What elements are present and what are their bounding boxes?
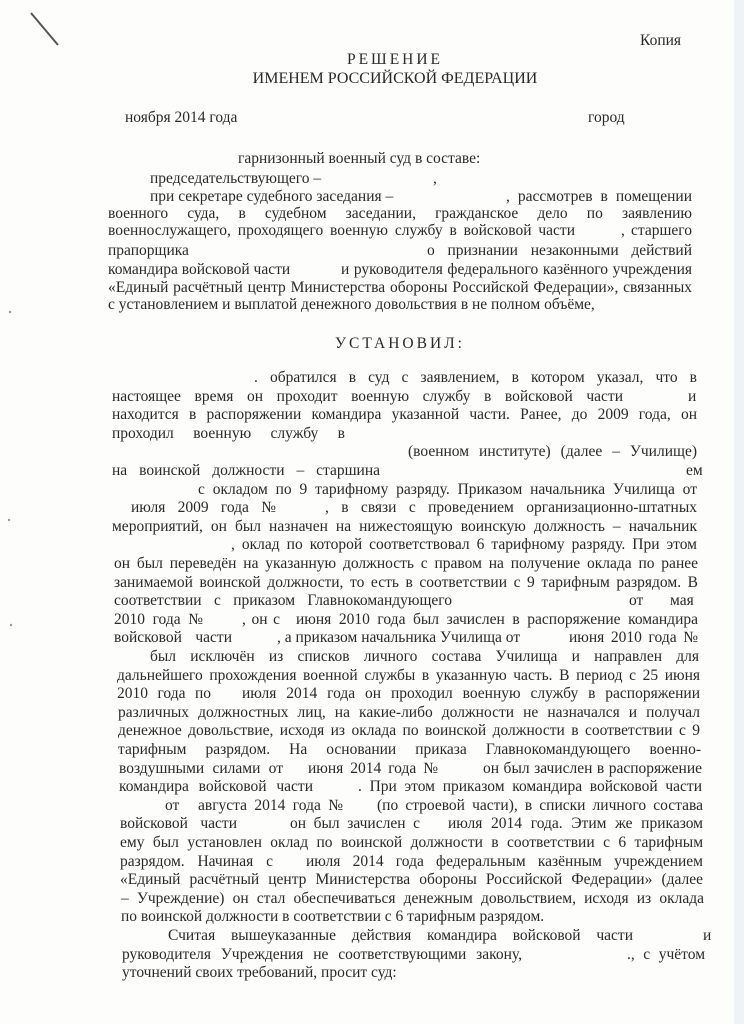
body-line-25-segment: июля 2014 года. Этим же приказом <box>448 815 703 833</box>
body-line-31-segment: Считая вышеуказанные действия командира войсковой части <box>168 927 633 944</box>
intro-line-4-segment: военного суда, в судебном заседании, гражданское дело по заявлению <box>108 205 692 222</box>
body-line-22-segment: он был зачислен в распоряжение <box>483 759 702 777</box>
body-line-32-segment: руководителя Учреждения не соответствующими закону, <box>122 945 522 963</box>
body-line-18-segment: 2010 года по <box>117 685 211 703</box>
body-line-6-segment: на воинской должности – старшина <box>112 462 380 479</box>
intro-line-8-segment: «Единый расчётный центр Министерства обороны Российской Федерации», связанных <box>108 279 692 296</box>
body-line-19-segment: различных должностных лиц, на какие-либо должности не назначался и получал <box>118 703 700 721</box>
body-line-13-segment: от <box>629 592 644 610</box>
section-heading: УСТАНОВИЛ: <box>335 335 465 352</box>
intro-line-3-segment: , рассмотрев в помещении <box>506 188 692 205</box>
intro-line-1-segment: гарнизонный военный суд в составе: <box>238 150 481 167</box>
body-line-11-segment: он был переведён на указанную должность с правом на получение оклада по ранее <box>114 555 698 572</box>
intro-line-5-segment: , старшего <box>621 222 692 239</box>
body-line-15-segment: , а приказом начальника Училища от <box>277 629 521 647</box>
intro-line-6-segment: о признании незаконными действий <box>427 242 692 259</box>
body-line-25-segment: войсковой части <box>120 815 237 833</box>
body-line-5-segment: (военном институте) (далее – Училище) <box>408 443 697 461</box>
document-title: РЕШЕНИЕ <box>346 51 444 68</box>
body-line-18-segment: июля 2014 года он проходил военную службу в распоряжении <box>242 685 700 703</box>
document-subtitle: ИМЕНЕМ РОССИЙСКОЙ ФЕДЕРАЦИИ <box>252 70 538 87</box>
body-line-28-segment: «Единый расчётный центр Министерства обороны Российской Федерации» (далее <box>120 871 703 889</box>
document-city: город <box>588 109 625 126</box>
intro-line-7-segment: и руководителя федерального казённого учреждения <box>341 261 692 278</box>
body-line-3-segment: находится в распоряжении командира указанной части. Ранее, до 2009 года, он <box>112 406 697 424</box>
body-line-27-segment: разрядом. Начиная с <box>120 852 273 870</box>
body-line-7-segment: с окладом по 9 тарифному разряду. Приказом начальника Училища от <box>198 480 697 498</box>
scan-dot <box>10 624 12 626</box>
body-line-2-segment: и <box>688 387 697 405</box>
body-line-23-segment: . При этом приказом командира войсковой части <box>358 778 702 796</box>
intro-line-9-segment: с установлением и выплатой денежного довольствия в не полном объёме, <box>108 296 595 313</box>
body-line-9-segment: мероприятий, он был назначен на нижестоящую воинскую должность – начальник <box>112 517 697 535</box>
body-line-2-segment: настоящее время он проходит военную службу в войсковой части <box>112 387 623 405</box>
body-line-21-segment: тарифным разрядом. На основании приказа Главнокомандующего военно- <box>118 741 701 758</box>
body-line-15-segment: войсковой части <box>114 629 232 647</box>
body-line-23-segment: командира войсковой части <box>119 778 313 796</box>
document-date: ноября 2014 года <box>125 109 238 126</box>
body-line-27-segment: июля 2014 года федеральным казённым учреждением <box>306 852 703 870</box>
copy-label: Копия <box>640 32 682 49</box>
body-line-16-segment: был исключён из списков личного состава Училища и направлен для <box>150 648 699 665</box>
intro-line-2-segment: , <box>433 170 437 187</box>
scan-dot <box>9 311 11 313</box>
body-line-6-segment: ем <box>686 462 703 479</box>
body-line-1-segment: . обратился в суд с заявлением, в котором указал, что в <box>254 369 697 386</box>
intro-line-6-segment: прапорщика <box>108 242 189 259</box>
body-line-31-segment: и <box>703 927 712 944</box>
pen-stroke-mark <box>31 13 58 45</box>
body-line-29-segment: – Учреждение) он стал обеспечиваться денежным довольствием, исходя из оклада <box>121 889 704 907</box>
intro-line-2-segment: председательствующего – <box>150 170 322 187</box>
body-line-8-segment: , в связи с проведением организационно-штатных <box>325 499 697 517</box>
body-line-14-segment: 2010 года № <box>114 610 203 628</box>
body-line-22-segment: воздушными силами от <box>119 759 283 777</box>
body-line-4-segment: проходил военную службу в <box>112 424 345 442</box>
body-line-30-segment: по воинской должности в соответствии с 6 тарифным разрядом. <box>121 908 545 926</box>
body-line-17-segment: дальнейшего прохождения военной службы в указанную часть. В период с 25 июня <box>117 666 700 684</box>
body-line-20-segment: денежное довольствие, исходя из оклада по воинской должности в соответствии с 9 <box>118 722 700 740</box>
body-line-25-segment: он был зачислен с <box>290 815 420 833</box>
intro-line-5-segment: военнослужащего, проходящего военную службу в войсковой части <box>108 222 575 239</box>
body-line-13-segment: мая <box>670 592 694 610</box>
body-line-24-segment: августа 2014 года № <box>198 796 343 814</box>
body-line-8-segment: июля 2009 года № <box>131 499 276 517</box>
body-line-15-segment: июня 2010 года № <box>569 629 698 647</box>
intro-line-3-segment: при секретаре судебного заседания – <box>150 188 394 205</box>
body-line-24-segment: от <box>165 796 180 814</box>
body-line-13-segment: соответствии с приказом Главнокомандующего <box>114 592 452 610</box>
body-line-10-segment: , оклад по которой соответствовал 6 тарифному разряду. При этом <box>231 536 697 554</box>
body-line-22-segment: июня 2014 года № <box>308 759 438 777</box>
body-line-12-segment: занимаемой воинской должности, то есть в соответствии с 9 тарифным разрядом. В <box>114 573 698 591</box>
body-line-14-segment: , он с <box>242 610 280 628</box>
body-line-32-segment: ., с учётом <box>627 945 705 963</box>
intro-line-7-segment: командира войсковой части <box>108 261 291 278</box>
scan-dot <box>8 519 10 521</box>
body-line-33-segment: уточнений своих требований, просит суд: <box>122 964 397 982</box>
body-line-26-segment: ему был установлен оклад по воинской должности в соответствии с 6 тарифным <box>120 834 703 851</box>
body-line-14-segment: июня 2010 года был зачислен в распоряжение командира <box>296 610 698 628</box>
body-line-24-segment: (по строевой части), в списки личного состава <box>377 796 703 814</box>
